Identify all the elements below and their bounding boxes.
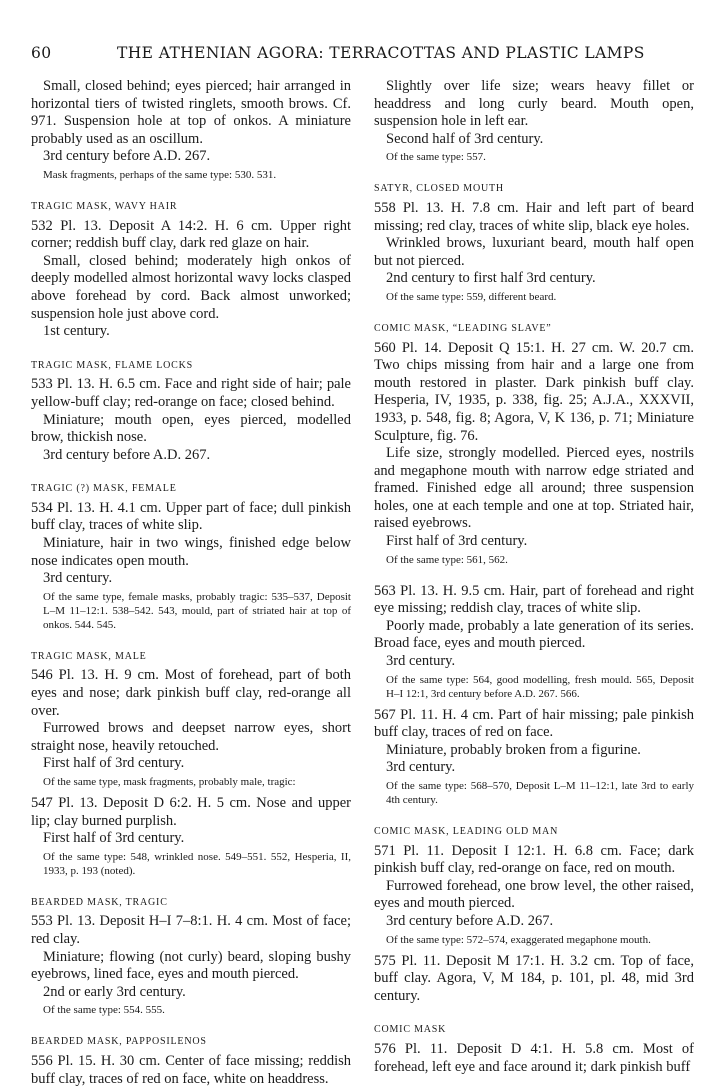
entry-lead: 534 Pl. 13. H. 4.1 cm. Upper part of face; dull pinkish buff clay, traces of white slip. xyxy=(31,499,351,534)
entry-description: Poorly made, probably a late generation of its series. Broad face, eyes and mouth pierced. xyxy=(374,617,694,652)
catalog-entry-563 xyxy=(374,583,694,701)
catalog-entry-553 xyxy=(31,894,351,1018)
entry-heading: TRAGIC (?) MASK, FEMALE xyxy=(31,483,177,495)
entry-heading: BEARDED MASK, PAPPOSILENOS xyxy=(31,1036,207,1048)
catalog-entry-571 xyxy=(374,823,694,947)
entry-description: Life size, strongly modelled. Pierced eyes, nostrils and megaphone mouth with narrow edge striated and framed. Finished edge all around; three suspension holes, one at each temple and one at top. Striated hair, raised eyebrows. xyxy=(374,445,694,532)
entry-lead: 575 Pl. 11. Deposit M 17:1. H. 3.2 cm. Top of face, buff clay. Agora, V, M 184, p. 101, pl. 48, mid 3rd century. xyxy=(374,952,694,1004)
entry-description: Miniature; mouth open, eyes pierced, modelled brow, thickish nose. xyxy=(31,411,351,446)
entry-description: Small, closed behind; moderately high onkos of deeply modelled almost horizontal wavy locks clasped above forehead by cord. Back almost unworked; suspension hole just above cord. xyxy=(31,252,351,322)
catalog-entry-546 xyxy=(31,648,351,789)
entry-heading: TRAGIC MASK, WAVY HAIR xyxy=(31,200,178,212)
entry-description: Miniature, probably broken from a figurine. xyxy=(386,741,641,758)
entry-date: First half of 3rd century. xyxy=(386,533,528,550)
catalog-entry-532 xyxy=(31,198,351,341)
entry-date: 1st century. xyxy=(43,323,110,340)
entry-date: Second half of 3rd century. xyxy=(386,130,544,147)
entry-note: Of the same type: 554. 555. xyxy=(43,1004,165,1017)
entry-note: Of the same type, female masks, probably tragic: 535–537, Deposit L–M 11–12:1. 538–542. 543, mould, part of striated hair at top of onkos. 544. 545. xyxy=(43,590,351,631)
entry-note: Of the same type, mask fragments, probably male, tragic: xyxy=(43,776,296,788)
catalog-entry-576 xyxy=(374,1021,694,1076)
entry-description: Furrowed brows and deepset narrow eyes, short straight nose, heavily retouched. xyxy=(31,720,351,754)
right-column xyxy=(374,78,694,1076)
entry-note: Of the same type: 561, 562. xyxy=(386,553,508,566)
entry-note: Of the same type: 548, wrinkled nose. 549–551. 552, Hesperia, II, 1933, p. 193 (noted). xyxy=(43,850,351,877)
entry-description: Miniature, hair in two wings, finished edge below nose indicates open mouth. xyxy=(31,535,351,569)
entry-lead: 563 Pl. 13. H. 9.5 cm. Hair, part of forehead and right eye missing; reddish clay, traces of white slip. xyxy=(374,582,694,617)
entry-date: 2nd or early 3rd century. xyxy=(43,983,186,1000)
entry-lead: 560 Pl. 14. Deposit Q 15:1. H. 27 cm. W. 20.7 cm. Two chips missing from hair and a large one from mouth restored in plaster. Dark pinkish buff clay. Hesperia, IV, 1935, p. 338, fig. 25; A.J.A., XXXVII, 1933, p. 548, fig. 8; Agora, V, K 136, p. 71; Miniature Sculpture, fig. 76. xyxy=(374,339,694,444)
entry-description: Furrowed forehead, one brow level, the other raised, eyes and mouth pierced. xyxy=(374,877,694,912)
entry-lead: 556 Pl. 15. H. 30 cm. Center of face missing; reddish buff clay, traces of red on face, white on headdress. xyxy=(31,1052,351,1087)
entry-date: 3rd century before A.D. 267. xyxy=(43,148,211,165)
entry-lead: 558 Pl. 13. H. 7.8 cm. Hair and left part of beard missing; red clay, traces of white slip, black eye holes. xyxy=(374,199,694,234)
entry-date: 3rd century. xyxy=(43,570,113,587)
entry-lead: 571 Pl. 11. Deposit I 12:1. H. 6.8 cm. Face; dark pinkish buff clay, red-orange on face, red on mouth. xyxy=(374,842,694,877)
entry-description: Wrinkled brows, luxuriant beard, mouth half open but not pierced. xyxy=(374,235,694,269)
catalog-entry-560 xyxy=(374,320,694,567)
catalog-entry-575 xyxy=(374,953,694,1006)
entry-heading: BEARDED MASK, TRAGIC xyxy=(31,896,168,908)
entry-heading: COMIC MASK xyxy=(374,1024,447,1036)
entry-date: 3rd century before A.D. 267. xyxy=(43,446,211,463)
entry-date: 3rd century. xyxy=(386,653,456,670)
entry-lead: 547 Pl. 13. Deposit D 6:2. H. 5 cm. Nose and upper lip; clay burned purplish. xyxy=(31,795,351,829)
entry-date: First half of 3rd century. xyxy=(43,755,185,772)
entry-date: 2nd century to first half 3rd century. xyxy=(386,270,596,287)
entry-note: Of the same type: 559, different beard. xyxy=(386,290,557,303)
catalog-entry-547 xyxy=(31,795,351,878)
entry-heading: COMIC MASK, “LEADING SLAVE” xyxy=(374,322,552,334)
entry-heading: TRAGIC MASK, FLAME LOCKS xyxy=(31,359,193,371)
entry-date: First half of 3rd century. xyxy=(43,830,185,847)
catalog-entry-556-continued xyxy=(374,78,694,164)
catalog-entry-intro xyxy=(31,78,351,182)
running-title: THE ATHENIAN AGORA: TERRACOTTAS AND PLASTIC LAMPS xyxy=(117,44,645,62)
entry-note: Mask fragments, perhaps of the same type: 530. 531. xyxy=(43,168,277,181)
catalog-entry-534 xyxy=(31,480,351,632)
entry-description: Small, closed behind; eyes pierced; hair arranged in horizontal tiers of twisted ringlets, smooth brows. Cf. 971. Suspension hole at top of onkos. A miniature probably used as an oscillum. xyxy=(31,78,351,147)
page-header xyxy=(31,44,691,66)
catalog-entry-533 xyxy=(31,357,351,465)
entry-heading: SATYR, CLOSED MOUTH xyxy=(374,183,504,195)
entry-description: Slightly over life size; wears heavy fillet or headdress and long curly beard. Mouth open, suspension hole in left ear. xyxy=(374,78,694,130)
entry-heading: COMIC MASK, LEADING OLD MAN xyxy=(374,826,559,837)
entry-description: Miniature; flowing (not curly) beard, sloping bushy eyebrows, lined face, eyes and mouth pierced. xyxy=(31,948,351,983)
entry-lead: 533 Pl. 13. H. 6.5 cm. Face and right side of hair; pale yellow-buff clay; red-orange on face; closed behind. xyxy=(31,376,351,410)
catalog-entry-558 xyxy=(374,180,694,304)
entry-date: 3rd century. xyxy=(386,759,456,776)
entry-lead: 567 Pl. 11. H. 4 cm. Part of hair missing; pale pinkish buff clay, traces of red on face. xyxy=(374,706,694,741)
entry-lead: 576 Pl. 11. Deposit D 4:1. H. 5.8 cm. Most of forehead, left eye and face around it; dark pinkish buff xyxy=(374,1040,694,1075)
catalog-entry-567 xyxy=(374,707,694,807)
entry-note: Of the same type: 568–570, Deposit L–M 11–12:1, late 3rd to early 4th century. xyxy=(386,780,694,806)
catalog-entry-556 xyxy=(31,1033,351,1088)
entry-note: Of the same type: 572–574, exaggerated megaphone mouth. xyxy=(386,933,651,946)
entry-date: 3rd century before A.D. 267. xyxy=(386,912,554,929)
left-column xyxy=(31,78,351,1088)
page-number: 60 xyxy=(31,44,52,62)
entry-lead: 546 Pl. 13. H. 9 cm. Most of forehead, part of both eyes and nose; dark pinkish buff clay, red-orange all over. xyxy=(31,667,351,719)
entry-note: Of the same type: 557. xyxy=(386,151,486,164)
entry-lead: 532 Pl. 13. Deposit A 14:2. H. 6 cm. Upper right corner; reddish buff clay, dark red glaze on hair. xyxy=(31,217,351,252)
entry-note: Of the same type: 564, good modelling, fresh mould. 565, Deposit H–I 12:1, 3rd century before A.D. 267. 566. xyxy=(386,673,694,700)
entry-lead: 553 Pl. 13. Deposit H–I 7–8:1. H. 4 cm. Most of face; red clay. xyxy=(31,913,351,947)
entry-heading: TRAGIC MASK, MALE xyxy=(31,650,147,662)
